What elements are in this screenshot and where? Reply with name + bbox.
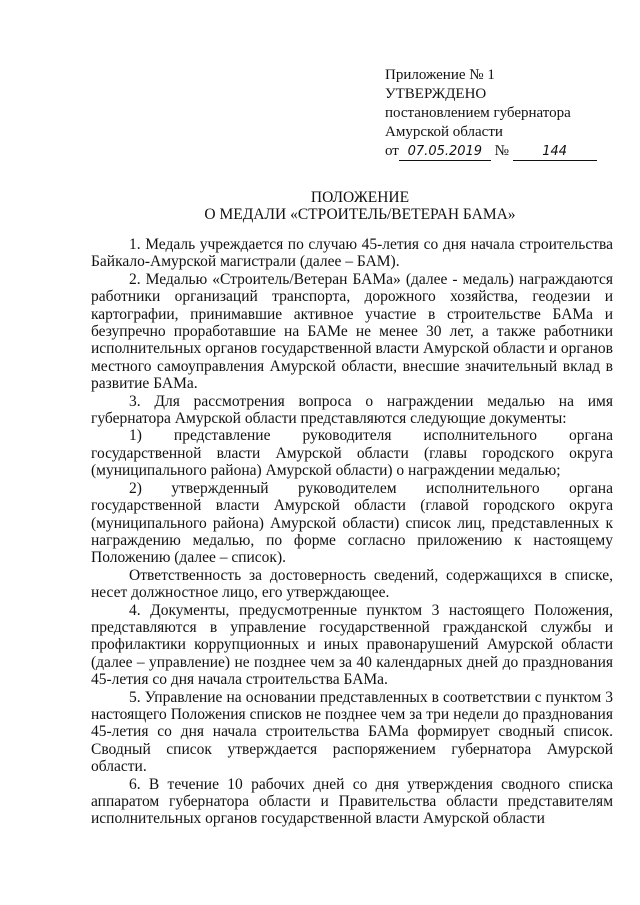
subitem-1-word-3: исполнительного: [423, 427, 538, 445]
subitem-1-word-2: руководителя: [302, 427, 392, 445]
appendix-label: Приложение № 1: [385, 67, 495, 83]
subitem-1-word-1: представление: [173, 427, 271, 445]
subitem-2-word-3: исполнительного: [426, 479, 540, 497]
approval-block: [385, 66, 625, 161]
subitem-1-head: [91, 427, 613, 444]
subitem-2-word-2: руководителем: [297, 479, 397, 497]
subitem-2-word-4: органа: [569, 479, 613, 497]
document-subtitle: О МЕДАЛИ «СТРОИТЕЛЬ/ВЕТЕРАН БАМА»: [204, 206, 516, 223]
approved-label: УТВЕРЖДЕНО: [385, 86, 487, 102]
document-body: [91, 236, 613, 828]
approved-by-line: постановлением губернатора: [385, 105, 571, 121]
paragraph-2: 2. Медалью «Строитель/Ветеран БАМа» (далее - медаль) награждаются работники организаций транспорта, дорожного хозяйства, геодезии и картографии, принимавшие активное участие в строительстве БАМа и безупречно проработавшие на БАМе не менее 30 лет, а также работники исполнительных органов государственной власти Амурской области и органов местного самоуправления Амурской области, внесшие значительный вклад в развитие БАМа.: [91, 270, 614, 393]
subitem-1-text: государственной власти Амурской области (главы городского округа (муниципального района) Амурской области) о награждении медалью;: [91, 444, 613, 480]
paragraph-1: 1. Медаль учреждается по случаю 45-летия со дня начала строительства Байкало-Амурской магистрали (далее – БАМ).: [91, 236, 613, 271]
subitem-1-number: 1): [129, 427, 142, 445]
region-line: Амурской области: [385, 124, 503, 140]
paragraph-3-responsibility: Ответственность за достоверность сведений, содержащихся в списке, несет должностное лицо, его утверждающее.: [91, 566, 613, 602]
document-title: ПОЛОЖЕНИЕ: [310, 189, 410, 206]
date-value: 07.05.2019: [399, 144, 491, 161]
paragraph-5: 5. Управление на основании представленных в соответствии с пунктом 3 настоящего Положения списков не позднее чем за три недели до празднования 45-летия со дня начала строительства БАМа формирует сводный список. Сводный список утверждается распоряжением губернатора Амурской области.: [91, 688, 613, 776]
paragraph-6: 6. В течение 10 рабочих дней со дня утверждения сводного списка аппаратом губернатора области и Правительства области представителям исполнительных органов государственной власти Амурской области: [91, 775, 613, 828]
subitem-2-number: 2): [129, 479, 142, 497]
date-number-line: [385, 142, 625, 161]
paragraph-4: 4. Документы, предусмотренные пунктом 3 настоящего Положения, представляются в управление государственной гражданской службы и профилактики коррупционных и иных правонарушений Амурской области (далее – управление) не позднее чем за 40 календарных дней до празднования 45-летия со дня начала строительства БАМа.: [91, 601, 613, 689]
date-prefix: от: [385, 143, 399, 159]
subitem-2-word-1: утвержденный: [171, 479, 269, 497]
number-value: 144: [513, 144, 597, 161]
subitem-2-text: государственной власти Амурской области (главой городского округа (муниципального района) Амурской области) список лиц, представленных к награждению медалью, по форме согласно приложению к настоящему Положению (далее – список).: [91, 497, 613, 567]
paragraph-3: 3. Для рассмотрения вопроса о награждении медалью на имя губернатора Амурской области представляются следующие документы:: [91, 392, 613, 428]
subitem-2-head: [91, 480, 613, 497]
number-prefix: №: [494, 143, 509, 159]
subitem-1-word-4: органа: [569, 427, 613, 445]
